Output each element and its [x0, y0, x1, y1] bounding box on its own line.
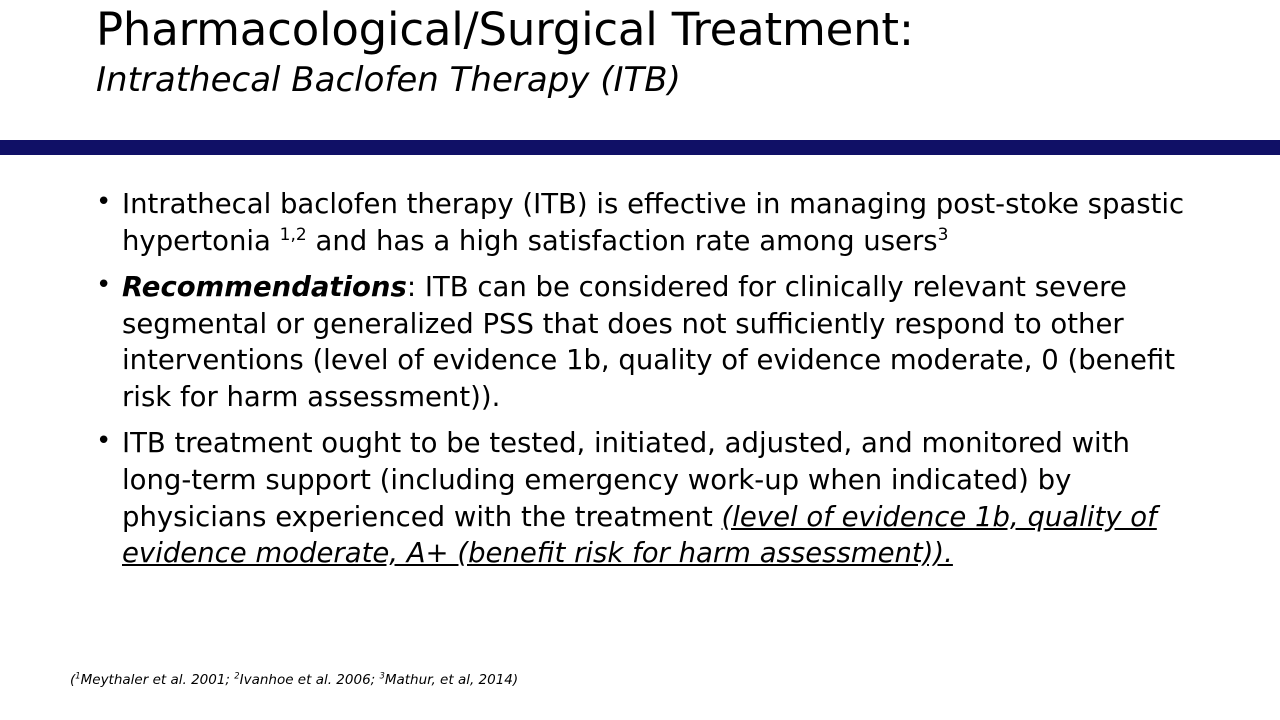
footnote-citations — [70, 672, 518, 688]
slide-title — [96, 3, 1246, 100]
text-run: and has a high satisfaction rate among users — [306, 224, 938, 257]
text-run: ITB treatment ought to be tested, initiated, adjusted, and monitored with long-term support (including emergency work-up when indicated) by physicians experienced with the treatment — [122, 427, 1130, 533]
footnote-superscript: 2 — [234, 670, 240, 681]
text-run: : ITB can be considered for clinically relevant severe segmental or generalized PSS that does not sufficiently respond to other interventions (level of evidence 1b, quality of evidence moderate, 0 (benefit risk for harm assessment)). — [122, 271, 1176, 413]
citation-superscript: 1,2 — [279, 224, 307, 245]
footnote-superscript: 1 — [75, 670, 81, 681]
bullet-list — [88, 186, 1198, 572]
text-run: Recommendations — [122, 271, 407, 304]
title-primary: Pharmacological/Surgical Treatment: — [96, 3, 914, 56]
citation-superscript: 3 — [937, 224, 949, 245]
title-subtitle: Intrathecal Baclofen Therapy (ITB) — [96, 59, 681, 100]
title-divider-bar — [0, 140, 1280, 155]
footnote-text: ( — [70, 672, 76, 688]
list-item — [88, 425, 1198, 571]
text-run: (level of evidence 1b, quality of evidence moderate, A+ (benefit risk for harm assessment)). — [122, 500, 1157, 570]
text-run: Intrathecal baclofen therapy (ITB) is effective in managing post-stoke spastic hypertonia — [122, 188, 1185, 257]
slide-body — [88, 186, 1198, 582]
list-item — [88, 186, 1198, 259]
list-item — [88, 269, 1198, 415]
footnote-text: Ivanhoe et al. 2006; — [239, 672, 380, 688]
footnote-text: Mathur, et al, 2014) — [384, 672, 519, 688]
footnote-superscript: 3 — [379, 670, 385, 681]
footnote-text: Meythaler et al. 2001; — [80, 672, 235, 688]
